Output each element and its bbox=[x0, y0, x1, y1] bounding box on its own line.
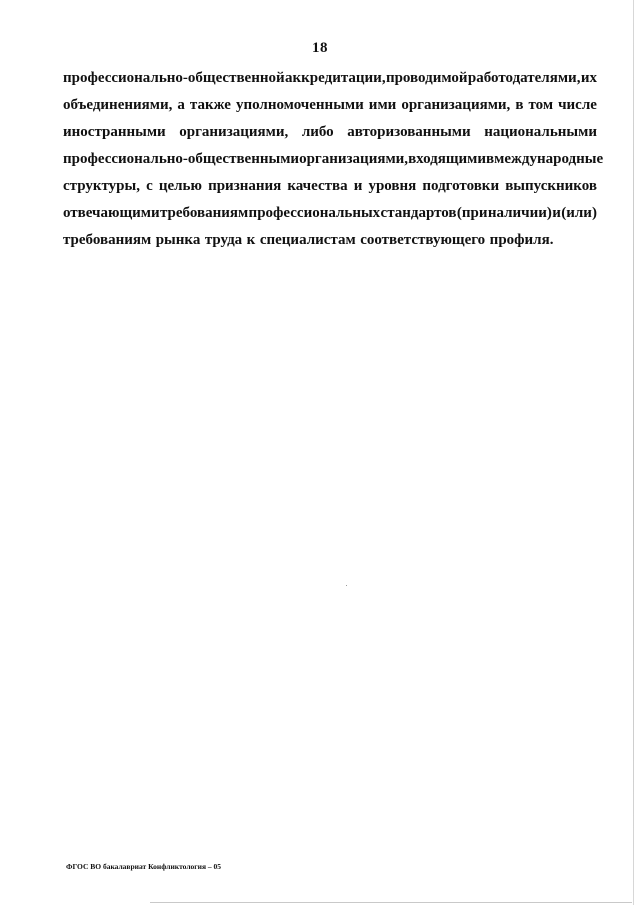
word: организациями, bbox=[179, 124, 289, 140]
word: признания bbox=[208, 178, 282, 194]
word: организациями, bbox=[299, 151, 409, 167]
word: их bbox=[580, 70, 597, 86]
word: объединениями, bbox=[63, 97, 173, 113]
text-line-2 bbox=[63, 92, 597, 119]
word: профессиональных bbox=[248, 205, 381, 221]
word: стандартов bbox=[380, 205, 457, 221]
word: организациями, bbox=[401, 97, 511, 113]
word: (или) bbox=[561, 205, 597, 221]
word: в bbox=[515, 97, 524, 113]
word: специалистам bbox=[259, 232, 356, 248]
page-footer: ФГОС ВО бакалавриат Конфликтология – 05 bbox=[66, 862, 222, 871]
word: либо bbox=[301, 124, 334, 140]
word: качества bbox=[287, 178, 348, 194]
text-line-6 bbox=[63, 200, 597, 227]
word: к bbox=[246, 232, 256, 248]
text-line-1 bbox=[63, 65, 597, 92]
word: требованиям bbox=[63, 232, 152, 248]
word: с bbox=[146, 178, 153, 194]
word: а bbox=[177, 97, 185, 113]
word: уровня bbox=[368, 178, 417, 194]
word: и bbox=[353, 178, 363, 194]
word: иностранными bbox=[63, 124, 166, 140]
scan-edge-bottom bbox=[150, 902, 632, 903]
word: выпускников bbox=[505, 178, 597, 194]
word: труда bbox=[204, 232, 243, 248]
word: национальными bbox=[484, 124, 597, 140]
text-line-5 bbox=[63, 173, 597, 200]
word: входящими bbox=[408, 151, 487, 167]
word: и bbox=[552, 205, 561, 221]
word: наличии) bbox=[487, 205, 552, 221]
word: (при bbox=[456, 205, 488, 221]
word: отвечающими bbox=[63, 205, 160, 221]
word: в bbox=[486, 151, 495, 167]
word: числе bbox=[558, 97, 597, 113]
word: профиля. bbox=[489, 232, 554, 248]
word: профессионально-общественными bbox=[63, 151, 300, 167]
word: целью bbox=[158, 178, 202, 194]
word: рынка bbox=[155, 232, 201, 248]
scan-speck bbox=[346, 585, 347, 586]
word: подготовки bbox=[422, 178, 500, 194]
word: аккредитации, bbox=[285, 70, 386, 86]
page-number: 18 bbox=[312, 40, 328, 56]
word: соответствующего bbox=[360, 232, 486, 248]
word: структуры, bbox=[63, 178, 140, 194]
word: работодателями, bbox=[467, 70, 581, 86]
word: том bbox=[528, 97, 554, 113]
word: авторизованными bbox=[347, 124, 471, 140]
scan-edge-right bbox=[633, 0, 634, 905]
body-paragraph bbox=[63, 65, 604, 254]
text-line-3 bbox=[63, 119, 597, 146]
word: международные bbox=[494, 151, 604, 167]
text-line-4 bbox=[63, 146, 604, 173]
word: проводимой bbox=[385, 70, 468, 86]
word: ими bbox=[368, 97, 397, 113]
word: уполномоченными bbox=[235, 97, 364, 113]
text-line-7 bbox=[63, 227, 597, 254]
word: профессионально-общественной bbox=[63, 70, 285, 86]
word: требованиям bbox=[160, 205, 249, 221]
word: также bbox=[189, 97, 231, 113]
